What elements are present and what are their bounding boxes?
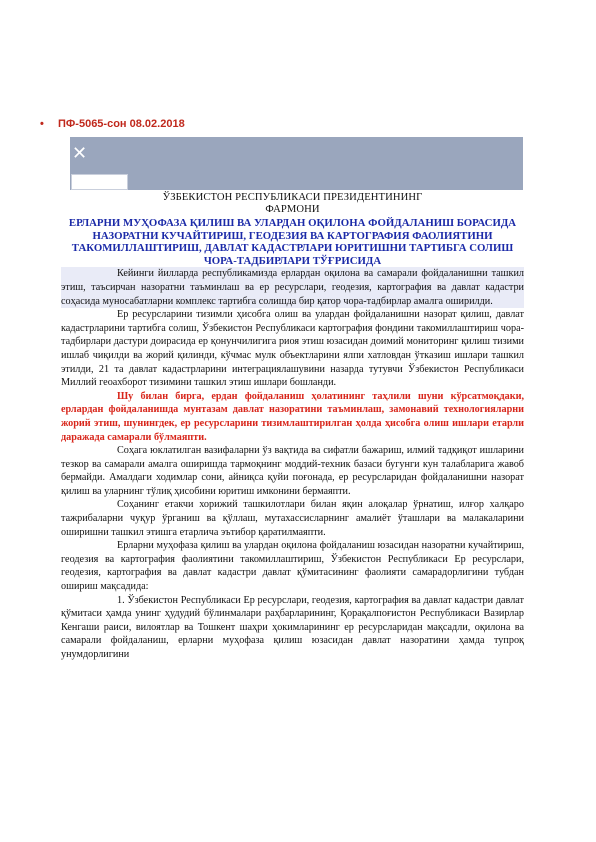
highlighted-paragraph: Шу билан бирга, ердан фойдаланиш ҳолатининг таҳлили шуни кўрсатмоқдаки, ерлардан фойдаланишда мунтазам давлат назоратини таъминлаш, замонавий технологияларни жорий этиш, шунингдек, ер ресурсларини тизимлаштирилган ҳолда ҳисобга олиш ишлари етарли даражада самарали бўлмаяпти. <box>61 390 524 443</box>
document-reference-link[interactable]: ПФ-5065-сон 08.02.2018 <box>58 118 185 130</box>
document-reference-line <box>40 118 185 130</box>
paragraph: Соҳанинг етакчи хорижий ташкилотлари билан яқин алоқалар ўрнатиш, илғор халқаро тажрибаларни чуқур ўрганиш ва қўллаш, мутахассисларнинг амалиёт ўташлари ва малакаларини оширишни ташкил этишга етарлича эътибор қаратилмаяпти. <box>61 499 524 538</box>
document-issuer-heading: ЎЗБЕКИСТОН РЕСПУБЛИКАСИ ПРЕЗИДЕНТИНИНГ <box>162 192 423 203</box>
paragraph: Кейинги йилларда республикамизда ерлардан оқилона ва самарали фойдаланишни ташкил этиш, таъсирчан назоратни таъминлаш ва ер ресурслари, геодезия, картография ва давлат кадастри соҳасида муносабатларни комплекс тартибга солишда бир қатор чора-тадбирлар амалга оширилди. <box>61 268 524 307</box>
viewer-toolbar-panel <box>70 137 523 190</box>
paragraph: Ер ресурсларини тизимли ҳисобга олиш ва улардан фойдаланишни назорат қилиш, давлат кадастрларини тартибга солиш, Ўзбекистон Республикаси картография фондини такомиллаштириш чора-тадбирлари дастури доирасида ер қонунчилигига риоя этиш юзасидан доимий мониторинг қилиш тизими ишлаб чиқилди ва жорий қилинди, кўчмас мулк объектларини ялпи хатловдан ўтказиш ишлари ташкил этилди, 21 та давлат кадастрларини интеграциялашувини назарда тутувчи Ўзбекистон Республикаси Миллий геоахборот тизимини ташкил этиш ишлари бошланди. <box>61 309 524 389</box>
paragraph: 1. Ўзбекистон Республикаси Ер ресурслари, геодезия, картография ва давлат кадастри давлат қўмитаси ҳамда унинг ҳудудий бўлинмалари раҳбарларининг, Қорақалпоғистон Республикаси Вазирлар Кенгаши раиси, вилоятлар ва Тошкент шаҳри ҳокимларининг ер ресурсларидан мақсадли, оқилона ва самарали фойдаланиш, ерларни муҳофаза қилиш юзасидан давлат назоратини ҳамда тупроқ унумдорлигини <box>61 594 524 660</box>
close-icon[interactable]: ✕ <box>72 143 88 164</box>
decree-document <box>61 192 524 662</box>
paragraph: Соҳага юклатилган вазифаларни ўз вақтида ва сифатли бажариш, илмий тадқиқот ишларини тезкор ва самарали амалга оширишда тармоқнинг моддий-техник базаси бугунги кун талабларига жавоб бермайди. Амалдаги ходимлар сони, айниқса қуйи поғонада, ер ресурсларидан фойдаланишни назорат қилиш ва уларнинг тўлиқ ҳисобини юритиш имконини бермаяпти. <box>61 445 524 497</box>
search-input[interactable] <box>71 174 128 190</box>
paragraph: Ерларни муҳофаза қилиш ва улардан оқилона фойдаланиш юзасидан назоратни кучайтириш, геодезия ва картография фаолиятини такомиллаштириш, Ўзбекистон Республикаси Ер ресурслари, геодезия, картография ва давлат кадастри давлат қўмитасининг фаолияти самарадорлигини тубдан ошириш мақсадида: <box>61 540 524 593</box>
bullet-icon: • <box>40 118 44 130</box>
document-title: ЕРЛАРНИ МУҲОФАЗА ҚИЛИШ ВА УЛАРДАН ОҚИЛОНА ФОЙДАЛАНИШ БОРАСИДА НАЗОРАТНИ КУЧАЙТИРИШ, ГЕОДЕЗИЯ ВА КАРТОГРАФИЯ ФАОЛИЯТИНИ ТАКОМИЛЛАШТИРИШ, ДАВЛАТ КАДАСТРЛАРИ ЮРИТИШНИ ТАРТИБГА СОЛИШ ЧОРА-ТАДБИРЛАРИ ТЎҒРИСИДА <box>68 217 517 267</box>
document-type-heading: ФАРМОНИ <box>265 204 320 215</box>
